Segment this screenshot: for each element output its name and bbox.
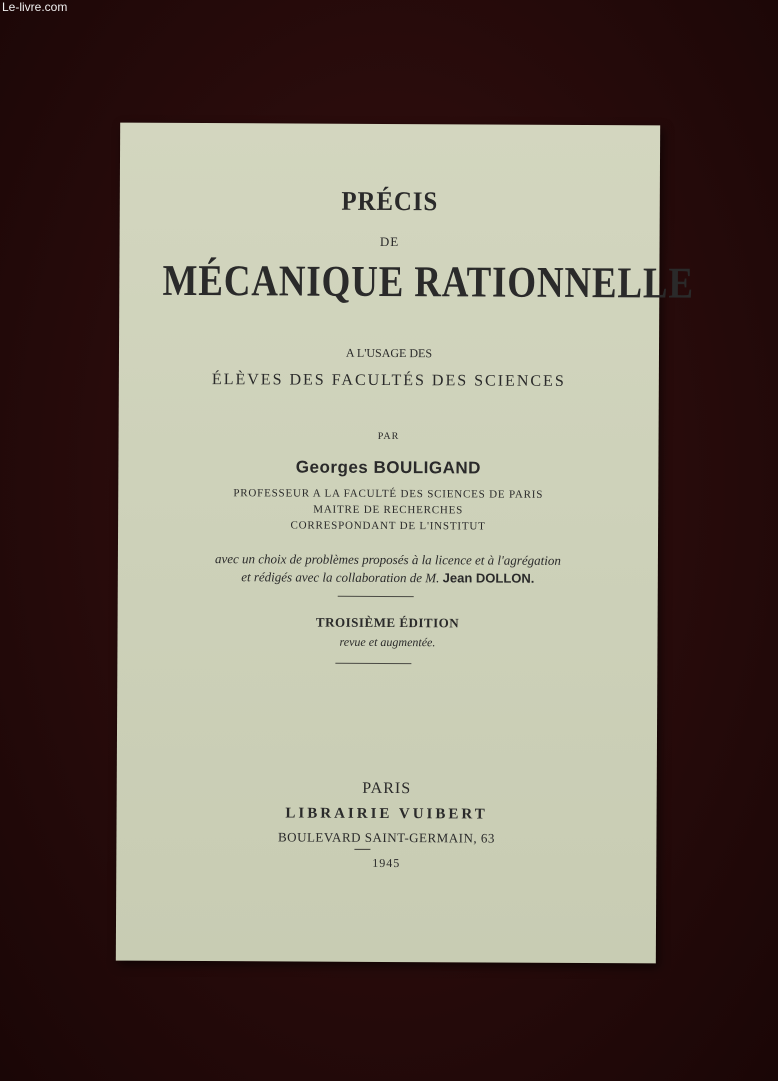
watermark-text: Le-livre.com	[2, 0, 68, 14]
publisher-city: PARIS	[362, 779, 412, 798]
affiliation-line: CORRESPONDANT DE L'INSTITUT	[290, 519, 486, 533]
divider-dash	[354, 849, 370, 850]
title-de: DE	[379, 233, 400, 250]
note-line-1: avec un choix de problèmes proposés à la licence et à l'agrégation	[214, 551, 561, 568]
book-cover	[116, 123, 695, 964]
note-line-2-prefix: et rédigés avec la collaboration de M.	[241, 569, 440, 586]
affiliation-line: MAITRE DE RECHERCHES	[313, 503, 464, 517]
collaborator-name: Jean DOLLON.	[442, 570, 535, 586]
author-name: Georges BOULIGAND	[295, 457, 482, 478]
audience-line: ÉLÈVES DES FACULTÉS DES SCIENCES	[211, 371, 566, 390]
divider-rule	[338, 596, 414, 597]
edition-note: revue et augmentée.	[339, 634, 436, 650]
title-top: PRÉCIS	[341, 185, 439, 217]
main-title: MÉCANIQUE RATIONNELLE	[162, 255, 695, 308]
publisher-name: LIBRAIRIE VUIBERT	[285, 805, 488, 823]
edition-line: TROISIÈME ÉDITION	[315, 614, 460, 631]
affiliation-line: PROFESSEUR A LA FACULTÉ DES SCIENCES DE PARIS	[233, 487, 544, 501]
divider-rule	[335, 663, 411, 664]
par-line: PAR	[377, 430, 400, 443]
note-line-2	[118, 569, 658, 588]
publisher-address: BOULEVARD SAINT-GERMAIN, 63	[277, 829, 495, 846]
usage-line: A L'USAGE DES	[345, 345, 433, 361]
publication-year: 1945	[372, 855, 401, 871]
